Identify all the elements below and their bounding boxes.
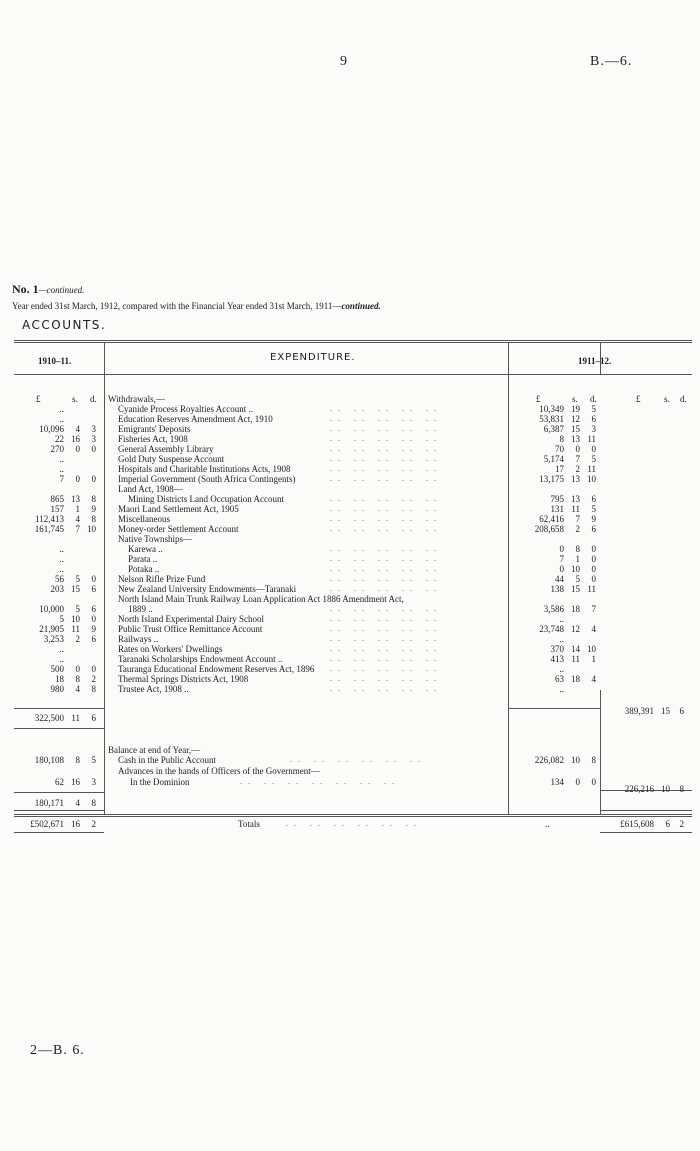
unit-d-total: d. (680, 394, 687, 404)
row-curr-pounds: 6,387 (543, 424, 564, 434)
table-top-rule (14, 340, 692, 341)
row-leader-dots: .. .. .. .. .. (330, 624, 442, 633)
row-curr-shillings: 15 (571, 584, 580, 594)
row-description: Education Reserves Amendment Act, 1910 (118, 414, 273, 424)
row-prev-shillings: 13 (71, 494, 80, 504)
row-curr-shillings: 11 (571, 654, 580, 664)
row-curr-pence: 3 (591, 424, 596, 434)
row-curr-pounds: 5,174 (543, 454, 564, 464)
row-description: Tauranga Educational Endowment Reserves Act, 1896 (118, 664, 315, 674)
row-prev-pence: 0 (91, 474, 96, 484)
row-prev-pounds: 10,000 (39, 604, 64, 614)
year-line-continued: continued. (341, 301, 381, 311)
row-curr-pence: 6 (591, 414, 596, 424)
row-curr-pounds: .. (559, 614, 564, 624)
row-curr-shillings: 2 (575, 524, 580, 534)
row-curr-pence: 0 (591, 554, 596, 564)
grand-total-prev-s: 16 (71, 819, 80, 829)
row-curr-pounds: 7 (559, 554, 564, 564)
row-curr-shillings: 18 (571, 674, 580, 684)
row-curr-pounds: 13,175 (539, 474, 564, 484)
row-leader-dots: .. .. .. .. .. (330, 424, 442, 433)
column-header-expenditure: EXPENDITURE. (270, 352, 356, 363)
prev-subtotal-rule (14, 708, 104, 709)
row-prev-pounds: .. (59, 654, 64, 664)
table-bottom-rule (14, 814, 692, 815)
row-leader-dots: .. .. .. .. .. (330, 554, 442, 563)
row-prev-pence: 8 (91, 684, 96, 694)
row-curr-shillings: 11 (571, 504, 580, 514)
year-line (12, 301, 381, 311)
row-curr-shillings: 10 (571, 564, 580, 574)
row-curr-shillings: 18 (571, 604, 580, 614)
grand-curr-rule (600, 810, 692, 811)
row-description: New Zealand University Endowments—Taranaki (118, 584, 297, 594)
row-prev-shillings: 0 (75, 664, 80, 674)
row-curr-shillings: 0 (575, 444, 580, 454)
row-curr-pounds: .. (559, 634, 564, 644)
withdrawals-total-curr-s: 15 (661, 706, 670, 716)
unit-pounds-total: £ (636, 394, 641, 404)
row-curr-pounds: 413 (550, 654, 564, 664)
row-prev-pounds: .. (59, 454, 64, 464)
row-curr-shillings: 13 (571, 434, 580, 444)
row-prev-pounds: 157 (50, 504, 64, 514)
row-leader-dots: .. .. .. .. .. (330, 404, 442, 413)
row-curr-pence: 0 (591, 544, 596, 554)
row-leader-dots: .. .. .. .. .. (330, 614, 442, 623)
balance-heading: Balance at end of Year,— (108, 745, 201, 755)
row-prev-pence: 3 (91, 424, 96, 434)
balance-total-prev-s: 4 (75, 798, 80, 808)
row-prev-pounds: 865 (50, 494, 64, 504)
grand-total-prev-d: 2 (91, 819, 96, 829)
cash-dots: .. .. .. .. .. .. (290, 755, 426, 764)
row-description: Land Act, 1908— (118, 484, 183, 494)
row-prev-pounds: 270 (50, 444, 64, 454)
row-prev-pence: 8 (91, 494, 96, 504)
row-prev-pence: 0 (91, 664, 96, 674)
table-top-rule-2 (14, 342, 692, 343)
unit-pounds-curr: £ (536, 394, 541, 404)
cash-curr-s: 10 (571, 755, 580, 765)
row-curr-pounds: 8 (559, 434, 564, 444)
row-prev-shillings: 7 (75, 524, 80, 534)
balance-prev-rule (14, 792, 104, 793)
row-prev-pence: 9 (91, 504, 96, 514)
row-curr-pence: 4 (591, 624, 596, 634)
row-curr-pounds: 0 (559, 544, 564, 554)
row-prev-pounds: .. (59, 414, 64, 424)
advances-prev-pounds: 62 (55, 777, 64, 787)
row-curr-shillings: 5 (575, 574, 580, 584)
row-prev-pence: 0 (91, 614, 96, 624)
column-header-1910: 1910–11. (38, 356, 72, 366)
grand-total-curr-d: 2 (679, 819, 684, 829)
row-curr-pence: 11 (587, 464, 596, 474)
row-description: 1889 .. (128, 604, 153, 614)
row-description: Nelson Rifle Prize Fund (118, 574, 206, 584)
row-curr-shillings: 12 (571, 414, 580, 424)
row-prev-pence: 8 (91, 514, 96, 524)
row-prev-shillings: 11 (71, 624, 80, 634)
row-description: Railways .. (118, 634, 159, 644)
withdrawals-total-prev-s: 11 (71, 713, 80, 723)
row-prev-shillings: 4 (75, 684, 80, 694)
row-description: Imperial Government (South Africa Contingents) (118, 474, 296, 484)
cash-prev-s: 8 (75, 755, 80, 765)
row-curr-shillings: 2 (575, 464, 580, 474)
advances-curr-d: 0 (591, 777, 596, 787)
section-continued: —continued. (38, 285, 85, 295)
grand-prev-rule (14, 810, 104, 811)
grand-total-curr-pounds: £615,608 (620, 819, 654, 829)
row-curr-shillings: 12 (571, 624, 580, 634)
document-reference: B.—6. (590, 54, 633, 69)
row-description: Taranaki Scholarships Endowment Account .. (118, 654, 283, 664)
row-description: Mining Districts Land Occupation Account (128, 494, 284, 504)
unit-d-curr: d. (590, 394, 597, 404)
row-curr-pence: 4 (591, 674, 596, 684)
row-leader-dots: .. .. .. .. .. (330, 434, 442, 443)
row-curr-pounds: 53,831 (539, 414, 564, 424)
unit-pounds-prev: £ (36, 394, 41, 404)
row-prev-pence: 6 (91, 604, 96, 614)
row-curr-pounds: 62,416 (539, 514, 564, 524)
row-curr-pounds: 0 (559, 564, 564, 574)
row-prev-shillings: 10 (71, 614, 80, 624)
row-curr-pence: 0 (591, 444, 596, 454)
row-curr-pounds: 10,349 (539, 404, 564, 414)
row-curr-pence: 0 (591, 574, 596, 584)
row-leader-dots: .. .. .. .. .. (330, 454, 442, 463)
row-prev-pounds: 112,413 (35, 514, 64, 524)
balance-total-curr-d: 8 (679, 784, 684, 794)
row-prev-pounds: .. (59, 644, 64, 654)
row-prev-pence: 0 (91, 574, 96, 584)
row-curr-pounds: 23,748 (539, 624, 564, 634)
row-description: Trustee Act, 1908 .. (118, 684, 189, 694)
row-prev-shillings: 0 (75, 444, 80, 454)
row-curr-shillings: 1 (575, 554, 580, 564)
row-curr-pence: 0 (591, 564, 596, 574)
row-curr-pence: 1 (591, 654, 596, 664)
row-curr-pence: 11 (587, 584, 596, 594)
row-leader-dots: .. .. .. .. .. (330, 584, 442, 593)
row-curr-shillings: 7 (575, 454, 580, 464)
row-description: Maori Land Settlement Act, 1905 (118, 504, 239, 514)
grand-curr-rule-bottom (600, 832, 692, 833)
row-description: Fisheries Act, 1908 (118, 434, 188, 444)
row-prev-pounds: .. (59, 404, 64, 414)
row-prev-shillings: 5 (75, 574, 80, 584)
row-curr-pounds: 370 (550, 644, 564, 654)
row-prev-pounds: 3,253 (43, 634, 64, 644)
row-curr-shillings: 19 (571, 404, 580, 414)
cash-prev-d: 5 (91, 755, 96, 765)
row-description: Hospitals and Charitable Institutions Acts, 1908 (118, 464, 291, 474)
row-curr-pence: 11 (587, 434, 596, 444)
row-leader-dots: .. .. .. .. .. (330, 544, 442, 553)
row-prev-pounds: 22 (55, 434, 64, 444)
row-leader-dots: .. .. .. .. .. (330, 564, 442, 573)
row-leader-dots: .. .. .. .. .. (330, 514, 442, 523)
column-header-1911: 1911–12. (578, 356, 612, 366)
grand-total-curr-s: 6 (665, 819, 670, 829)
row-prev-pounds: .. (59, 544, 64, 554)
table-bottom-rule-2 (14, 816, 692, 817)
row-prev-pounds: 10,096 (39, 424, 64, 434)
balance-total-prev-d: 8 (91, 798, 96, 808)
advances-prev-s: 16 (71, 777, 80, 787)
row-leader-dots: .. .. .. .. .. (330, 634, 442, 643)
totals-mid-dots: .. (545, 819, 550, 829)
row-prev-pence: 0 (91, 444, 96, 454)
row-prev-pence: 3 (91, 434, 96, 444)
row-curr-pounds: 795 (550, 494, 564, 504)
row-curr-pounds: 3,586 (543, 604, 564, 614)
row-leader-dots: .. .. .. .. .. (330, 494, 442, 503)
page-number: 9 (340, 54, 347, 69)
row-prev-shillings: 1 (75, 504, 80, 514)
row-curr-pounds: 17 (555, 464, 564, 474)
row-prev-pounds: .. (59, 464, 64, 474)
curr-subtotal-rule (508, 708, 600, 709)
row-curr-shillings: 7 (575, 514, 580, 524)
withdrawals-total-prev-pounds: 322,500 (34, 713, 64, 723)
advances-sub: In the Dominion (130, 777, 190, 787)
cash-curr-pounds: 226,082 (534, 755, 564, 765)
row-description: Emigrants' Deposits (118, 424, 191, 434)
row-curr-pence: 6 (591, 494, 596, 504)
row-curr-pence: 6 (591, 524, 596, 534)
totals-label: Totals (238, 819, 260, 829)
row-prev-pounds: 56 (55, 574, 64, 584)
row-curr-pounds: 208,658 (534, 524, 564, 534)
withdrawals-total-prev-d: 6 (91, 713, 96, 723)
advances-dots: .. .. .. .. .. .. .. (240, 777, 400, 786)
row-leader-dots: .. .. .. .. .. (330, 504, 442, 513)
row-prev-pounds: 5 (59, 614, 64, 624)
row-prev-pounds: .. (59, 564, 64, 574)
row-prev-shillings: 0 (75, 474, 80, 484)
row-description: Parata .. (128, 554, 158, 564)
row-leader-dots: .. .. .. .. .. (330, 524, 442, 533)
row-description: Miscellaneous (118, 514, 170, 524)
totals-dots: .. .. .. .. .. .. (286, 819, 422, 828)
row-prev-pounds: .. (59, 554, 64, 564)
row-leader-dots: .. .. .. .. .. (330, 654, 442, 663)
row-prev-pence: 6 (91, 634, 96, 644)
row-curr-pounds: .. (559, 684, 564, 694)
row-leader-dots: .. .. .. .. .. (330, 464, 442, 473)
row-curr-shillings: 13 (571, 474, 580, 484)
advances-prev-d: 3 (91, 777, 96, 787)
row-prev-pence: 10 (87, 524, 96, 534)
row-description: North Island Experimental Dairy School (118, 614, 264, 624)
page-footer: 2—B. 6. (30, 1043, 85, 1058)
accounts-title: ACCOUNTS. (22, 318, 107, 332)
row-description: General Assembly Library (118, 444, 214, 454)
row-leader-dots: .. .. .. .. .. (330, 644, 442, 653)
row-curr-pounds: 63 (555, 674, 564, 684)
advances-desc: Advances in the hands of Officers of the Government— (118, 766, 320, 776)
row-curr-pounds: .. (559, 664, 564, 674)
row-curr-pence: 5 (591, 404, 596, 414)
balance-total-prev-pounds: 180,171 (34, 798, 64, 808)
row-prev-pence: 9 (91, 624, 96, 634)
row-description: Cyanide Process Royalties Account .. (118, 404, 253, 414)
row-leader-dots: .. .. .. .. .. (330, 674, 442, 683)
row-description: Money-order Settlement Account (118, 524, 239, 534)
row-prev-pounds: 7 (59, 474, 64, 484)
row-curr-shillings: 8 (575, 544, 580, 554)
section-number: No. 1 (12, 282, 39, 296)
prev-subtotal-rule-bottom (14, 728, 104, 729)
cash-prev-pounds: 180,108 (34, 755, 64, 765)
row-curr-pence: 10 (587, 644, 596, 654)
row-prev-pence: 2 (91, 674, 96, 684)
row-description: Gold Duty Suspense Account (118, 454, 225, 464)
row-prev-shillings: 15 (71, 584, 80, 594)
unit-s-prev: s. (72, 394, 78, 404)
row-leader-dots: .. .. .. .. .. (330, 684, 442, 693)
row-curr-pence: 10 (587, 474, 596, 484)
row-curr-shillings: 13 (571, 494, 580, 504)
row-curr-pence: 9 (591, 514, 596, 524)
row-leader-dots: .. .. .. .. .. (330, 604, 442, 613)
row-leader-dots: .. .. .. .. .. (330, 574, 442, 583)
row-description: Rates on Workers' Dwellings (118, 644, 223, 654)
row-curr-pounds: 131 (550, 504, 564, 514)
advances-curr-pounds: 134 (550, 777, 564, 787)
row-prev-pounds: 203 (50, 584, 64, 594)
row-curr-pounds: 138 (550, 584, 564, 594)
unit-s-curr: s. (572, 394, 578, 404)
row-prev-pounds: 21,905 (39, 624, 64, 634)
section-heading (12, 282, 84, 297)
year-line-text: Year ended 31st March, 1912, compared with the Financial Year ended 31st March, 1911— (12, 301, 342, 311)
withdrawals-total-curr-pounds: 389,391 (624, 706, 654, 716)
column-divider-left (104, 342, 105, 814)
advances-curr-s: 0 (575, 777, 580, 787)
row-prev-shillings: 4 (75, 514, 80, 524)
row-prev-pounds: 500 (50, 664, 64, 674)
unit-d-prev: d. (90, 394, 97, 404)
row-description: Public Trust Office Remittance Account (118, 624, 263, 634)
row-prev-shillings: 16 (71, 434, 80, 444)
row-leader-dots: .. .. .. .. .. (330, 444, 442, 453)
row-prev-pounds: 18 (55, 674, 64, 684)
row-curr-pence: 5 (591, 504, 596, 514)
row-curr-pence: 5 (591, 454, 596, 464)
row-curr-shillings: 15 (571, 424, 580, 434)
unit-s-total: s. (664, 394, 670, 404)
row-curr-pounds: 70 (555, 444, 564, 454)
grand-total-prev-pounds: £502,671 (30, 819, 64, 829)
row-leader-dots: .. .. .. .. .. (330, 474, 442, 483)
row-description: Thermal Springs Districts Act, 1908 (118, 674, 249, 684)
row-leader-dots: .. .. .. .. .. (330, 664, 442, 673)
row-curr-pounds: 44 (555, 574, 564, 584)
row-prev-shillings: 8 (75, 674, 80, 684)
cash-curr-d: 8 (591, 755, 596, 765)
row-description: Native Townships— (118, 534, 192, 544)
balance-total-curr-s: 10 (661, 784, 670, 794)
row-prev-pounds: 161,745 (34, 524, 64, 534)
row-prev-shillings: 5 (75, 604, 80, 614)
row-description: North Island Main Trunk Railway Loan Application Act 1886 Amendment Act, (118, 594, 404, 604)
withdrawals-total-curr-d: 6 (679, 706, 684, 716)
row-leader-dots: .. .. .. .. .. (330, 414, 442, 423)
row-curr-shillings: 14 (571, 644, 580, 654)
grand-prev-rule-bottom (14, 832, 104, 833)
row-prev-shillings: 2 (75, 634, 80, 644)
balance-total-curr-pounds: 226,216 (624, 784, 654, 794)
row-description: Potaka .. (128, 564, 160, 574)
cash-desc: Cash in the Public Account (118, 755, 216, 765)
row-description: Withdrawals,— (108, 394, 165, 404)
row-prev-pounds: 980 (50, 684, 64, 694)
row-description: Karewa .. (128, 544, 163, 554)
header-rule (14, 374, 692, 375)
row-prev-pence: 6 (91, 584, 96, 594)
row-curr-pence: 7 (591, 604, 596, 614)
row-prev-shillings: 4 (75, 424, 80, 434)
